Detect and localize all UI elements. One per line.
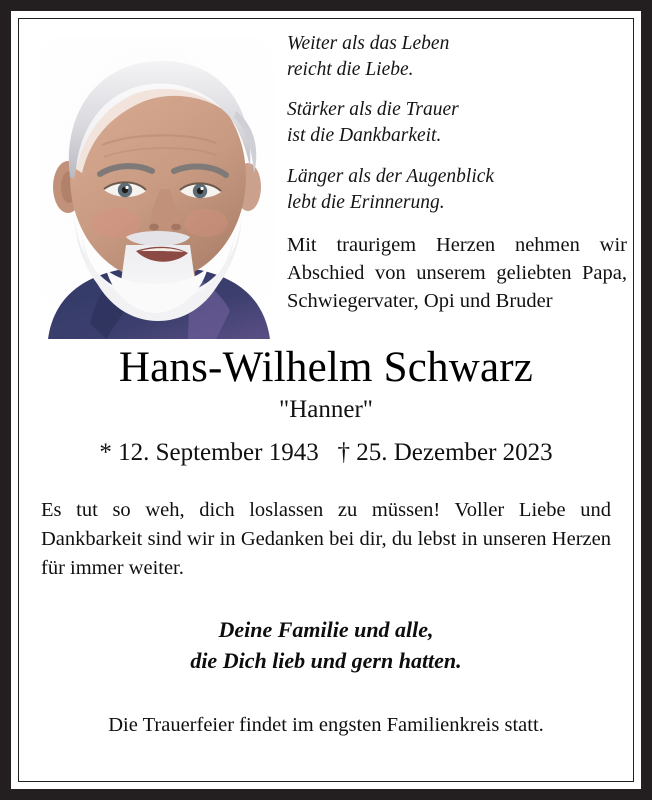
verse-1	[287, 31, 627, 82]
portrait-photo	[40, 37, 274, 339]
verse-1-line-1: Weiter als das Leben	[287, 33, 450, 54]
verse-column	[287, 31, 627, 316]
verse-3	[287, 164, 627, 215]
farewell-text: Es tut so weh, dich loslassen zu müssen! Voller Liebe und Dankbarkeit sind wir in Gedanken bei dir, du lebst in unseren Herzen für immer weiter.	[41, 499, 611, 580]
name-block	[19, 345, 633, 468]
birth-death-dates: * 12. September 1943 † 25. Dezember 2023	[99, 439, 553, 467]
inner-border-frame	[18, 18, 634, 782]
closing-note: Die Trauerfeier findet im engsten Familienkreis statt.	[108, 714, 544, 737]
deceased-nickname: "Hanner"	[279, 396, 373, 424]
notice-content	[19, 19, 633, 781]
verse-2-line-1: Stärker als die Trauer	[287, 99, 459, 121]
verse-3-line-1: Länger als der Augenblick	[287, 165, 495, 187]
verse-3-line-2: lebt die Erinnerung.	[287, 191, 445, 213]
lead-text: Mit traurigem Herzen nehmen wir Abschied von unserem geliebten Papa, Schwiegervater, Opi und Bruder	[287, 234, 627, 313]
signature-line-1: Deine Familie und alle,	[218, 617, 434, 643]
verse-2-line-2: ist die Dankbarkeit.	[287, 125, 442, 147]
header-area	[19, 19, 633, 329]
deceased-name: Hans-Wilhelm Schwarz	[118, 344, 534, 391]
signature-block	[19, 615, 633, 676]
verse-2	[287, 97, 627, 148]
signature-line-2: die Dich lieb und gern hatten.	[190, 647, 462, 673]
verse-1-line-2: reicht die Liebe.	[287, 58, 414, 80]
